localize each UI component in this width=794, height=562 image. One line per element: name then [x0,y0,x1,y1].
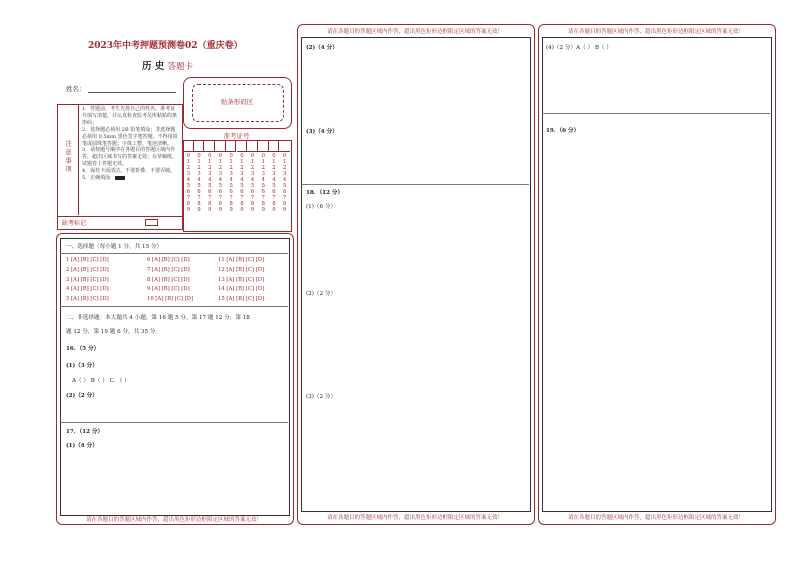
exam-digit[interactable]: 5 [240,183,244,190]
exam-digit[interactable]: 9 [218,207,223,214]
exam-digit[interactable]: 9 [197,207,201,214]
exam-digit[interactable]: 2 [282,165,287,172]
mc-question[interactable]: 8 [A] [B] [C] [D] [147,276,190,283]
absent-checkbox[interactable] [145,219,158,226]
exam-digit[interactable]: 5 [250,183,255,190]
exam-digit[interactable]: 7 [261,195,265,202]
exam-digit[interactable]: 5 [229,183,233,190]
exam-digit[interactable]: 2 [240,165,244,172]
q18-part1: (1)（6 分） [306,204,337,210]
exam-digit[interactable]: 2 [229,165,233,172]
exam-digit[interactable]: 8 [186,201,190,208]
exam-digit[interactable]: 0 [282,153,287,159]
right-bottom-warning: 请在各题目的答题区域内作答，超出黑色矩形边框限定区域的答案无效！ [567,515,744,521]
exam-digit[interactable]: 7 [186,195,190,202]
exam-digit[interactable]: 2 [218,165,223,172]
exam-digit[interactable]: 6 [240,189,244,196]
exam-digit-column[interactable] [269,153,278,213]
exam-digit[interactable]: 4 [240,177,244,184]
exam-digit[interactable]: 5 [197,183,201,190]
exam-digit[interactable]: 9 [282,207,287,214]
exam-digit[interactable]: 3 [250,171,255,178]
section2-title-line1: 二、非选择题：本大题共 4 小题，第 16 题 5 分，第 17 题 12 分，第 18 [66,315,250,321]
exam-digit[interactable]: 8 [261,201,265,208]
exam-digit[interactable]: 9 [229,207,233,214]
exam-digit[interactable]: 7 [240,195,244,202]
exam-digit[interactable]: 6 [250,189,255,196]
exam-number-label: 准考证号 [223,132,250,140]
mc-question[interactable]: 2 [A] [B] [C] [D] [66,266,109,273]
q16-part2: (2)（2 分） [66,393,98,399]
exam-digit[interactable]: 1 [218,159,223,166]
exam-digit[interactable]: 1 [197,159,201,166]
exam-digit[interactable]: 5 [282,183,287,190]
exam-digit[interactable]: 7 [229,195,233,202]
exam-digit[interactable]: 9 [261,207,265,214]
card-label: 答题卡 [167,62,194,72]
absent-label: 缺考标记 [62,220,87,227]
exam-digit[interactable]: 3 [240,171,244,178]
note-item-3: 3．请按题号顺序在各题目的答题区域内作答，超出区域书写的答案无效；在草稿纸、试题卷上答题无效。 [82,147,178,168]
section1-title: 一、选择题（每小题 1 分，共 15 分） [66,244,163,250]
exam-digit[interactable]: 5 [218,183,223,190]
exam-digit-column[interactable] [227,153,236,213]
exam-digit[interactable]: 6 [282,189,287,196]
exam-number-box[interactable] [258,140,269,152]
exam-digit[interactable]: 0 [197,153,201,159]
exam-digit[interactable]: 9 [240,207,244,214]
exam-digit[interactable]: 2 [197,165,201,172]
name-field[interactable] [66,84,176,93]
q18-part3: (3)（2 分） [306,394,337,400]
exam-digit[interactable]: 5 [261,183,265,190]
exam-digit[interactable]: 8 [250,201,255,208]
exam-digit[interactable]: 6 [197,189,201,196]
note-item-2: 2．选择题必须用 2B 铅笔填涂；非选择题必须用 0.5mm 黑色签字笔答题，不得用铅笔或圆珠笔答题；字体工整、笔迹清晰。 [82,126,178,147]
exam-digit[interactable]: 2 [261,165,265,172]
exam-digit[interactable]: 7 [272,195,276,202]
exam-digit[interactable]: 3 [229,171,233,178]
exam-number-box[interactable] [215,140,226,152]
exam-digit[interactable]: 3 [282,171,287,178]
exam-digit[interactable]: 9 [250,207,255,214]
exam-digit[interactable]: 0 [272,153,276,159]
exam-number-box[interactable] [237,140,248,152]
barcode-label: 贴条形码区 [220,98,254,106]
mc-question[interactable]: 5 [A] [B] [C] [D] [66,296,109,303]
exam-digit-column[interactable] [248,153,257,213]
exam-digit[interactable]: 0 [218,153,223,159]
exam-digit[interactable]: 1 [250,159,255,166]
subject-label: 历 史 [142,61,165,72]
q17-part1: (1)（4 分） [66,443,98,449]
q16-part1: (1)（3 分） [66,363,98,369]
middle-bottom-warning: 请在各题目的答题区域内作答，超出黑色矩形边框限定区域的答案无效！ [326,515,503,521]
exam-digit[interactable]: 6 [186,189,190,196]
exam-digit-column[interactable] [216,153,225,213]
exam-number-box[interactable] [204,140,215,152]
notes-heading: 注意事项 [64,140,72,174]
exam-digit[interactable]: 0 [208,153,212,159]
exam-number-box[interactable] [269,140,280,152]
exam-digit[interactable]: 1 [240,159,244,166]
q18-part2: (2)（2 分） [306,291,337,297]
exam-digit[interactable]: 8 [272,201,276,208]
exam-digit[interactable]: 0 [250,153,255,159]
exam-digit[interactable]: 7 [218,195,223,202]
exam-digit[interactable]: 7 [250,195,255,202]
exam-digit[interactable]: 7 [208,195,212,202]
mc-question[interactable]: 12 [A] [B] [C] [D] [218,266,265,273]
exam-digit[interactable]: 1 [186,159,190,166]
exam-digit[interactable]: 7 [197,195,201,202]
exam-digit[interactable]: 3 [261,171,265,178]
exam-digit[interactable]: 5 [272,183,276,190]
exam-digit[interactable]: 4 [282,177,287,184]
note-item-1: 1．答题前，考生先将自己的姓名、准考证号填写清楚，并认真检查监考员所粘贴的条形码； [82,106,178,126]
exam-digit[interactable]: 3 [208,171,212,178]
exam-digit[interactable]: 0 [229,153,233,159]
mc-question[interactable]: 1 [A] [B] [C] [D] [66,257,109,263]
mc-question[interactable]: 13 [A] [B] [C] [D] [218,276,265,283]
exam-digit[interactable]: 8 [218,201,223,208]
exam-digit[interactable]: 8 [282,201,287,208]
exam-digit[interactable]: 0 [261,153,265,159]
q17-part3: (3)（4 分） [306,129,338,135]
exam-digit[interactable]: 9 [186,207,190,214]
subject-title [142,58,193,72]
exam-digit-column[interactable] [280,153,289,213]
exam-number-box[interactable] [279,140,290,152]
exam-number-box[interactable] [247,140,258,152]
exam-digit-column[interactable] [205,153,214,213]
q18-part4[interactable]: (4)（2 分）A（ ） B（ ） [546,45,612,51]
exam-digit[interactable]: 4 [186,177,190,184]
exam-number-box[interactable] [183,140,194,152]
exam-digit[interactable]: 6 [229,189,233,196]
exam-digit[interactable]: 4 [261,177,265,184]
right-answer-box [542,37,772,512]
section2-title-line2: 题 12 分，第 19 题 6 分，共 35 分。 [66,329,162,335]
exam-digit[interactable]: 4 [208,177,212,184]
exam-title: 2023年中考押题预测卷02（重庆卷） [88,41,243,51]
exam-number-box[interactable] [226,140,237,152]
exam-digit-column[interactable] [195,153,204,213]
exam-digit[interactable]: 9 [272,207,276,214]
exam-digit[interactable]: 6 [218,189,223,196]
exam-digit[interactable]: 4 [272,177,276,184]
exam-digit[interactable]: 6 [261,189,265,196]
mc-question[interactable]: 14 [A] [B] [C] [D] [218,286,265,293]
middle-answer-box [301,37,531,512]
exam-digit[interactable]: 0 [240,153,244,159]
q16-title: 16．（5 分） [66,346,100,352]
right-top-warning: 请在各题目的答题区域内作答，超出黑色矩形边框限定区域的答案无效！ [567,29,744,35]
mc-question[interactable]: 4 [A] [B] [C] [D] [66,286,109,293]
exam-number-box[interactable] [194,140,205,152]
mc-question[interactable]: 3 [A] [B] [C] [D] [66,276,109,283]
notes-list [82,106,178,182]
q18-title: 18．（12 分） [306,190,344,196]
exam-digit-column[interactable] [259,153,268,213]
note-item-4: 4．保持卡面清洁，不要折叠、不要弄破。 [82,168,176,175]
name-label: 姓名： [66,85,86,93]
exam-digit[interactable]: 2 [208,165,212,172]
q16-part1-options[interactable]: A（ ） B（ ） C．（ ） [72,378,130,384]
exam-digit[interactable]: 3 [186,171,190,178]
mc-question[interactable]: 15 [A] [B] [C] [D] [218,296,265,303]
q17-part2: (2)（4 分） [306,45,338,51]
mc-question[interactable]: 7 [A] [B] [C] [D] [147,266,190,273]
exam-digit[interactable]: 4 [229,177,233,184]
exam-digit[interactable]: 9 [208,207,212,214]
left-warning: 请在各题目的答题区域内作答，超出黑色矩形边框限定区域的答案无效！ [85,517,262,523]
note-item-5 [82,175,178,182]
exam-digit-column[interactable] [237,153,246,213]
mc-question[interactable]: 11 [A] [B] [C] [D] [218,257,265,263]
exam-digit[interactable]: 8 [208,201,212,208]
exam-digit[interactable]: 2 [186,165,190,172]
exam-digit[interactable]: 4 [250,177,255,184]
exam-digit[interactable]: 3 [218,171,223,178]
exam-digit[interactable]: 1 [282,159,287,166]
exam-digit[interactable]: 6 [272,189,276,196]
exam-digit[interactable]: 0 [186,153,190,159]
exam-digit[interactable]: 6 [208,189,212,196]
exam-digit[interactable]: 3 [272,171,276,178]
exam-digit[interactable]: 5 [208,183,212,190]
exam-digit[interactable]: 4 [197,177,201,184]
mc-question[interactable]: 10 [A] [B] [C] [D] [147,296,194,303]
exam-digit[interactable]: 1 [229,159,233,166]
mc-question[interactable]: 9 [A] [B] [C] [D] [147,286,190,293]
exam-digit[interactable]: 5 [186,183,190,190]
exam-digit[interactable]: 7 [282,195,287,202]
exam-digit[interactable]: 8 [197,201,201,208]
q17-title: 17．（12 分） [66,429,104,435]
mc-question[interactable]: 6 [A] [B] [C] [D] [147,257,190,263]
exam-digit[interactable]: 4 [218,177,223,184]
exam-digit[interactable]: 8 [229,201,233,208]
exam-digit-column[interactable] [184,153,193,213]
filled-sample-mark [115,176,125,180]
q19-title: 19．（6 分） [546,128,580,134]
exam-digit[interactable]: 8 [240,201,244,208]
sample-label: 5．正确填涂 [82,175,111,182]
exam-digit[interactable]: 1 [272,159,276,166]
exam-digit[interactable]: 2 [250,165,255,172]
exam-digit[interactable]: 1 [261,159,265,166]
exam-digit[interactable]: 1 [208,159,212,166]
middle-top-warning: 请在各题目的答题区域内作答，超出黑色矩形边框限定区域的答案无效！ [326,29,503,35]
exam-digit[interactable]: 2 [272,165,276,172]
exam-digit[interactable]: 3 [197,171,201,178]
